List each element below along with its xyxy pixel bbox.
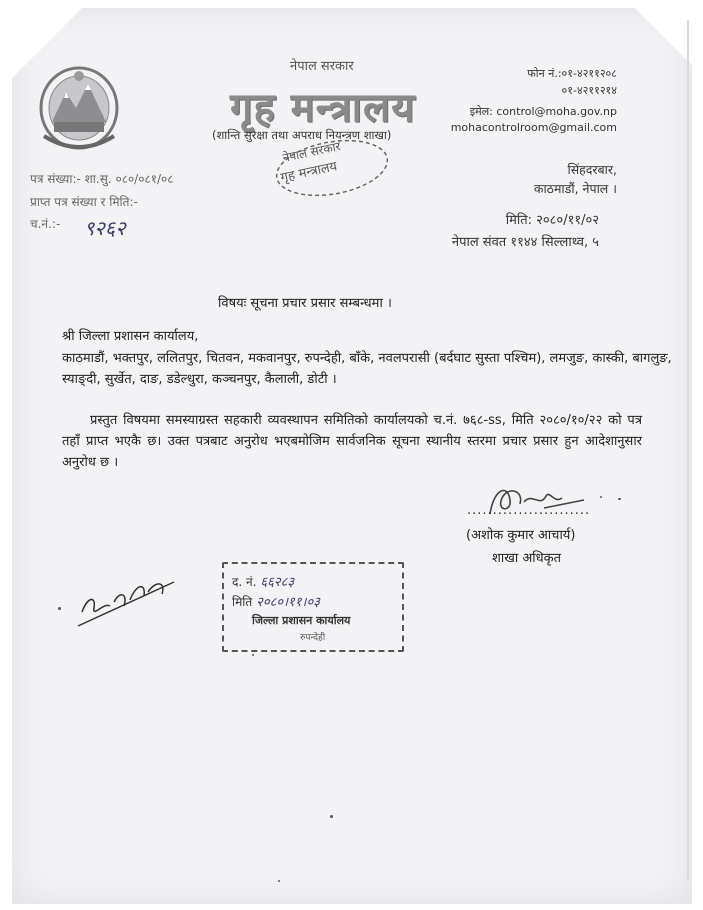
- signatory-title: शाखा अधिकृत: [492, 551, 562, 566]
- addressee-office: श्री जिल्ला प्रशासन कार्यालय,: [62, 329, 199, 344]
- subject-line: विषयः सूचना प्रचार प्रसार सम्बन्धमा ।: [218, 296, 392, 311]
- email-1: इमेल: control@moha.gov.np: [469, 105, 617, 118]
- addressee-districts: काठमाडौं, भक्तपुर, ललितपुर, चितवन, मकवानपुर, रुपन्देही, बाँके, नवलपरासी (बर्दघाट सुस्ता पश्चिम), लमजुङ, कास्की, बागलुङ, स्याङ्दी, सुर्खेत, दाङ, डडेल्धुरा, कञ्चनपुर, कैलाली, डोटी ।: [62, 351, 672, 387]
- receipt-number-label: द. नं.: [232, 575, 257, 589]
- signatory-name: (अशोक कुमार आचार्य): [466, 528, 576, 543]
- location-line-1: सिंहदरबार,: [567, 162, 617, 177]
- speck: [278, 880, 280, 882]
- receipt-date-row: [232, 592, 320, 610]
- nepal-samvat-date: नेपाल संवत ११४४ सिल्लाथ्व, ५: [451, 235, 599, 250]
- stamp-text-ministry: गृह मन्त्रालय: [279, 159, 339, 186]
- email-2: mohacontrolroom@gmail.com: [450, 121, 617, 134]
- ministry-title: गृह मन्त्रालय: [230, 85, 416, 131]
- page-edge: [687, 20, 689, 880]
- receipt-date-value: २०८०।११।०३: [256, 595, 320, 610]
- handwritten-initials: [74, 572, 184, 632]
- letter-number: पत्र संख्या:- शा.सु. ०८०/०८१/०८: [30, 172, 174, 186]
- signature-dots: ........................: [467, 503, 591, 518]
- body-paragraph: प्रस्तुत विषयमा समस्याग्रस्त सहकारी व्यवस्थापन समितिको कार्यालयको च.नं. ७६८-ss, मिति २०८०/१०/२२ को पत्र तहाँ प्राप्त भएकै छ। उक्त पत्रबाट अनुरोध भएबमोजिम सार्वजनिक सूचना स्थानीय स्तरमा प्रचार प्रसार हुन आदेशानुसार अनुरोध छ ।: [62, 413, 642, 470]
- government-label: नेपाल सरकार: [290, 59, 354, 74]
- phone-number-1: फोन नं.:०१-४२११२०८: [527, 67, 617, 80]
- dispatch-label: च.नं.:-: [30, 217, 61, 231]
- speck: [600, 496, 602, 498]
- receipt-date-label: मिति: [232, 595, 253, 609]
- stamp-text-government: नेपाल सरकार: [281, 139, 342, 165]
- branch-name: (शान्ति सुरक्षा तथा अपराध नियन्त्रण शाखा): [212, 128, 392, 142]
- phone-number-2: ०१-४२११२१४: [561, 84, 617, 97]
- receipt-place: रुपन्देही: [300, 633, 326, 643]
- receipt-number-row: [232, 572, 294, 590]
- incoming-reference: प्राप्त पत्र संख्या र मिति:-: [30, 195, 138, 209]
- speck: [618, 498, 621, 500]
- speck: [252, 654, 254, 656]
- receipt-office: जिल्ला प्रशासन कार्यालय: [252, 614, 351, 627]
- receipt-number-value: ६६२८३: [260, 575, 295, 590]
- dispatch-number: ९२६२: [84, 216, 126, 240]
- speck: [58, 607, 61, 610]
- nepal-emblem-icon: [36, 62, 122, 154]
- speck: [330, 815, 333, 818]
- letter-date: मिति: २०८०/११/०२: [505, 213, 599, 228]
- folded-corner-right: [635, 8, 695, 68]
- location-line-2: काठमाडौं, नेपाल ।: [533, 181, 617, 196]
